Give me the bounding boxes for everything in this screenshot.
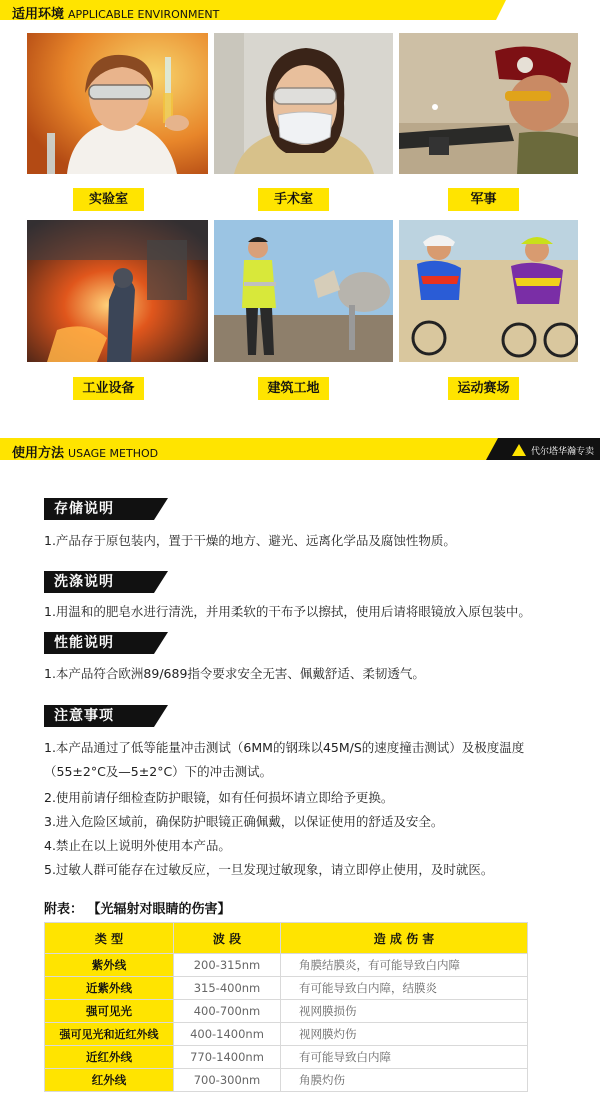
cycling-race-photo (399, 220, 578, 362)
storage-text: 1.产品存于原包装内，置于干燥的地方、避光、远离化学品及腐蚀性物质。 (44, 533, 456, 548)
table-row: 强可见光和近红外线 400-1400nm 视网膜灼伤 (45, 1023, 528, 1046)
washing-heading: 洗涤说明 (44, 571, 154, 593)
header-harm: 造 成 伤 害 (281, 923, 528, 954)
precautions-heading: 注意事项 (44, 705, 154, 727)
performance-heading: 性能说明 (44, 632, 154, 654)
usage-section-title: 使用方法 USAGE METHOD (12, 446, 159, 461)
table-row: 强可见光 400-700nm 视网膜损伤 (45, 1000, 528, 1023)
precautions-line-1: 1.本产品通过了低等能量冲击测试（6MM的钢珠以45M/S的速度撞击测试）及极度温度 (44, 740, 525, 755)
header-type: 类 型 (45, 923, 174, 954)
table-row: 紫外线 200-315nm 角膜结膜炎，有可能导致白内障 (45, 954, 528, 977)
table-row: 近红外线 770-1400nm 有可能导致白内障 (45, 1046, 528, 1069)
header-band: 波 段 (174, 923, 281, 954)
construction-worker-photo (214, 220, 393, 362)
brand-name: 代尔塔华瀚专卖 (530, 446, 594, 457)
environment-section-subtitle: APPLICABLE ENVIRONMENT (68, 8, 220, 21)
brand-badge (512, 443, 594, 457)
env-label-industrial: 工业设备 (73, 377, 144, 400)
table-row: 红外线 700-300nm 角膜灼伤 (45, 1069, 528, 1092)
usage-section-subtitle: USAGE METHOD (68, 447, 159, 460)
storage-heading: 存储说明 (44, 498, 154, 520)
env-label-sports: 运动赛场 (448, 377, 519, 400)
military-soldier-photo (399, 33, 578, 174)
washing-text: 1.用温和的肥皂水进行清洗，并用柔软的干布予以擦拭，使用后请将眼镜放入原包装中。 (44, 604, 531, 619)
env-label-military: 军事 (448, 188, 519, 211)
delta-logo-icon (512, 444, 526, 456)
precautions-line-3: 2.使用前请仔细检查防护眼镜，如有任何损坏请立即给予更换。 (44, 790, 394, 805)
table-row: 近紫外线 315-400nm 有可能导致白内障，结膜炎 (45, 977, 528, 1000)
env-label-surgery: 手术室 (258, 188, 329, 211)
precautions-line-2: （55±2°C及—5±2°C）下的冲击测试。 (44, 764, 273, 779)
radiation-hazard-table (44, 922, 528, 1092)
surgery-mask-photo (214, 33, 393, 174)
precautions-line-5: 4.禁止在以上说明外使用本产品。 (44, 838, 231, 853)
precautions-line-4: 3.进入危险区域前，确保防护眼镜正确佩戴，以保证使用的舒适及安全。 (44, 814, 444, 829)
environment-section-title: 适用环境 APPLICABLE ENVIRONMENT (12, 7, 220, 22)
env-label-construction: 建筑工地 (258, 377, 329, 400)
table-header-row (45, 923, 528, 954)
lab-scientist-photo (27, 33, 208, 174)
performance-text: 1.本产品符合欧洲89/689指令要求安全无害、佩戴舒适、柔韧透气。 (44, 666, 425, 681)
industrial-foundry-photo (27, 220, 208, 362)
precautions-line-6: 5.过敏人群可能存在过敏反应，一旦发现过敏现象，请立即停止使用，及时就医。 (44, 862, 494, 877)
appendix-title: 附表： 【光辐射对眼睛的伤害】 (44, 902, 231, 917)
env-label-lab: 实验室 (73, 188, 144, 211)
